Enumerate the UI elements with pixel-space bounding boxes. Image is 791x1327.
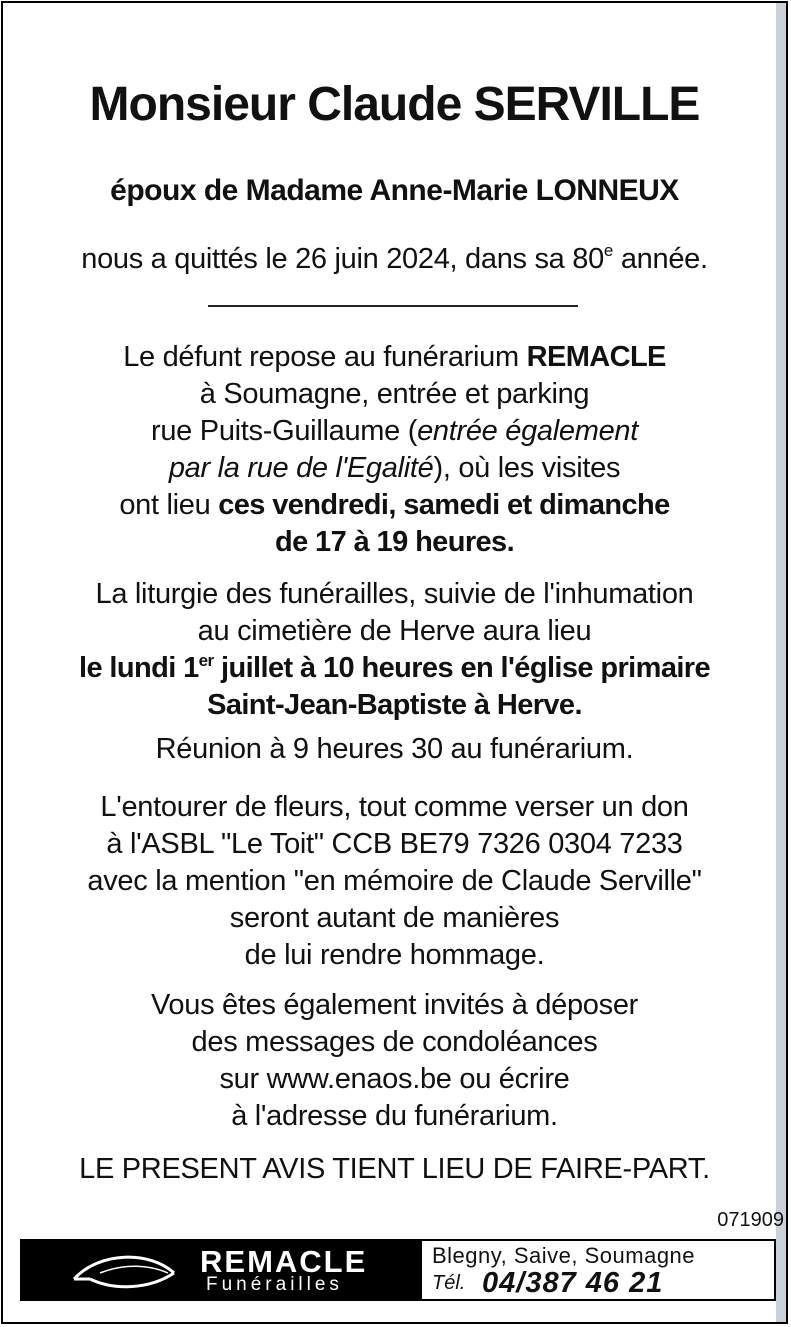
donation-line-3: avec la mention "en mémoire de Claude Serville" — [87, 865, 702, 897]
donation-line-1: L'entourer de fleurs, tout comme verser un don — [100, 791, 689, 823]
leaf-icon — [70, 1249, 180, 1293]
visitation-days: ces vendredi, samedi et dimanche — [218, 489, 670, 521]
visitation-line-1 — [13, 339, 776, 376]
condolences-paragraph — [13, 987, 776, 1135]
visitation-line-3 — [13, 413, 776, 450]
contact-info — [422, 1241, 774, 1299]
spouse-line: époux de Madame Anne-Marie LONNEUX — [110, 174, 679, 207]
street-text: rue Puits-Guillaume ( — [151, 415, 418, 447]
funeral-paragraph — [13, 576, 776, 724]
alt-entrance-street: par la rue de l'Egalité — [168, 452, 434, 484]
visitation-line-5 — [13, 487, 776, 524]
brand-name: REMACLE — [200, 1244, 368, 1279]
funeral-line-4 — [13, 687, 776, 724]
condolences-line-1: Vous êtes également invités à déposer — [150, 989, 639, 1021]
meeting-line: Réunion à 9 heures 30 au funérarium. — [155, 733, 634, 765]
condolences-line-2: des messages de condoléances — [191, 1026, 598, 1058]
date-of-death-line — [13, 239, 776, 279]
visitation-hours: de 17 à 19 heures. — [274, 526, 515, 558]
visitation-paragraph — [13, 339, 776, 561]
funeral-line-3 — [13, 650, 776, 687]
side-strip — [776, 3, 786, 1322]
date-text: nous a quittés le 26 juin 2024, dans sa 80 — [81, 243, 604, 275]
notice-statement: LE PRESENT AVIS TIENT LIEU DE FAIRE-PART. — [79, 1153, 710, 1185]
reference-number: 071909 — [717, 1209, 784, 1231]
divider-line — [208, 305, 578, 307]
deceased-name: Monsieur Claude SERVILLE — [89, 78, 700, 131]
condolences-line-4: à l'adresse du funérarium. — [231, 1100, 558, 1132]
visits-take-place: ont lieu — [119, 489, 219, 521]
phone-number: 04/387 46 21 — [482, 1267, 664, 1299]
funeral-home-logo — [22, 1241, 422, 1299]
condolences-line-3: sur www.enaos.be ou écrire — [219, 1063, 570, 1095]
visitation-line-2: à Soumagne, entrée et parking — [199, 378, 590, 410]
funeral-home-name: REMACLE — [526, 341, 666, 373]
tel-label: Tél. — [432, 1272, 466, 1294]
donation-line-2: à l'ASBL "Le Toit" CCB BE79 7326 0304 7233 — [106, 828, 683, 860]
church-name: Saint-Jean-Baptiste à Herve. — [207, 689, 582, 721]
ordinal-suffix: er — [198, 651, 214, 670]
funeral-line-2: au cimetière de Herve aura lieu — [197, 615, 592, 647]
funeral-date: le lundi 1 — [78, 652, 199, 684]
locations: Blegny, Saive, Soumagne — [432, 1243, 696, 1268]
brand-subtitle: Funérailles — [206, 1274, 343, 1295]
visits-text: ), où les visites — [433, 452, 621, 484]
visitation-line-4 — [13, 450, 776, 487]
donation-paragraph — [13, 789, 776, 974]
donation-line-5: de lui rendre hommage. — [244, 939, 545, 971]
funeral-home-footer — [20, 1239, 776, 1301]
donation-line-4: seront autant de manières — [229, 902, 560, 934]
funeral-time-place: juillet à 10 heures en l'église primaire — [213, 652, 711, 684]
visitation-line-6 — [13, 524, 776, 561]
funeral-line-1: La liturgie des funérailles, suivie de l'inhumation — [95, 578, 694, 610]
alt-entrance-text: entrée également — [417, 415, 638, 447]
year-text: année. — [613, 243, 708, 275]
death-notice — [1, 1, 788, 1324]
ordinal-suffix: e — [603, 241, 614, 260]
visitation-text: Le défunt repose au funérarium — [123, 341, 527, 373]
